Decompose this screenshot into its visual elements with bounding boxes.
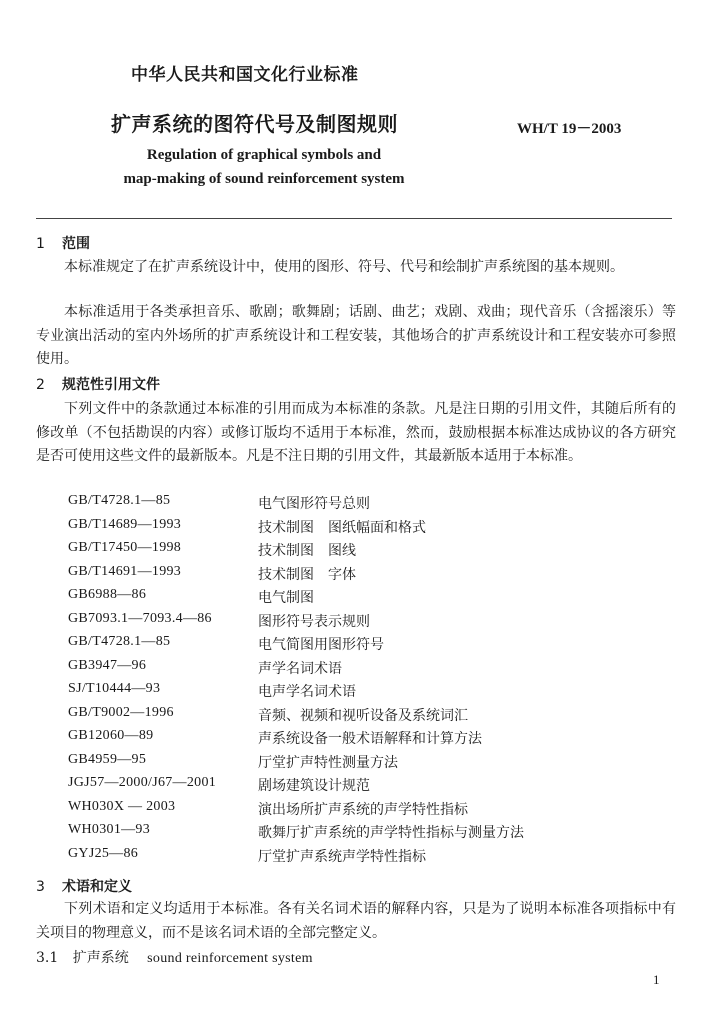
section-title: 术语和定义 xyxy=(62,879,132,895)
section-title: 规范性引用文件 xyxy=(62,377,160,393)
section-title: 范围 xyxy=(62,236,90,252)
reference-title: 厅堂扩声特性测量方法 xyxy=(258,754,398,771)
reference-code: GB6988—86 xyxy=(68,587,147,602)
section-3-heading xyxy=(36,876,132,896)
reference-code: GB3947—96 xyxy=(68,657,147,673)
reference-title: 图形符号表示规则 xyxy=(258,613,370,630)
term-english: sound reinforcement system xyxy=(147,951,313,966)
section-1-paragraph-1: 本标准规定了在扩声系统设计中，使用的图形、符号、代号和绘制扩声系统图的基本规则。 xyxy=(64,259,624,275)
reference-title: 厅堂扩声系统声学特性指标 xyxy=(258,848,426,865)
reference-code: GB/T17450—1998 xyxy=(68,540,182,555)
reference-code: GB/T14689—1993 xyxy=(68,516,182,532)
reference-title: 技术制图 字体 xyxy=(258,566,356,583)
reference-title: 电气简图用图形符号 xyxy=(258,637,384,653)
reference-code: JGJ57—2000/J67—2001 xyxy=(68,775,217,790)
section-1-paragraph-2: 本标准适用于各类承担音乐、歌剧；歌舞剧；话剧、曲艺；戏剧、戏曲；现代音乐（含摇滚乐）等专业演出活动的室内外场所的扩声系统设计和工程安装，其他场合的扩声系统设计和工程安装亦可参照使用。 xyxy=(36,304,676,367)
reference-code: WH030X — 2003 xyxy=(68,798,176,814)
english-title-line-2: map-making of sound reinforcement system xyxy=(123,171,405,187)
section-number: 1 xyxy=(36,236,45,252)
reference-code: GB/T9002—1996 xyxy=(68,704,174,720)
page-number: 1 xyxy=(653,972,660,987)
reference-title: 演出场所扩声系统的声学特性指标 xyxy=(258,801,468,818)
reference-title: 技术制图 图纸幅面和格式 xyxy=(258,519,426,536)
standard-code: WH/T 19－2003 xyxy=(517,121,622,137)
section-2-heading xyxy=(36,374,160,394)
reference-title: 音频、视频和视听设备及系统词汇 xyxy=(258,707,468,724)
term-number: 3.1 xyxy=(36,950,59,966)
reference-title: 电气图形符号总则 xyxy=(258,496,370,512)
section-3-paragraph-1: 下列术语和定义均适用于本标准。各有关名词术语的解释内容，只是为了说明本标准各项指标中有关项目的物理意义，而不是该名词术语的全部完整定义。 xyxy=(36,901,676,941)
term-chinese: 扩声系统 xyxy=(72,950,129,966)
reference-code: GB4959—95 xyxy=(68,751,147,767)
header-divider xyxy=(36,218,672,219)
reference-code: GYJ25—86 xyxy=(68,845,139,861)
reference-code: GB/T14691—1993 xyxy=(68,563,182,579)
reference-title: 电气制图 xyxy=(258,590,314,606)
reference-code: GB12060—89 xyxy=(68,728,154,743)
reference-code: SJ/T10444—93 xyxy=(68,681,161,696)
section-number: 3 xyxy=(36,879,45,895)
reference-code: GB/T4728.1—85 xyxy=(68,493,171,508)
reference-title: 剧场建筑设计规范 xyxy=(258,778,370,794)
standard-title: 扩声系统的图符代号及制图规则 xyxy=(111,112,398,136)
section-1-heading xyxy=(36,233,90,253)
section-number: 2 xyxy=(36,377,45,393)
issuing-organization: 中华人民共和国文化行业标准 xyxy=(131,65,359,85)
reference-title: 电声学名词术语 xyxy=(258,684,356,700)
reference-code: WH0301—93 xyxy=(68,822,151,837)
section-2-paragraph-1: 下列文件中的条款通过本标准的引用而成为本标准的条款。凡是注日期的引用文件，其随后所有的修改单（不包括勘误的内容）或修订版均不适用于本标准，然而，鼓励根据本标准达成协议的各方研究是否可使用这些文件的最新版本。凡是不注日期的引用文件，其最新版本适用于本标准。 xyxy=(36,401,676,464)
term-3-1 xyxy=(36,947,313,967)
reference-title: 声学名词术语 xyxy=(258,660,342,677)
reference-title: 歌舞厅扩声系统的声学特性指标与测量方法 xyxy=(258,825,524,841)
reference-code: GB/T4728.1—85 xyxy=(68,634,171,649)
reference-title: 技术制图 图线 xyxy=(258,543,356,559)
english-title-line-1: Regulation of graphical symbols and xyxy=(146,147,382,163)
reference-title: 声系统设备一般术语解释和计算方法 xyxy=(258,731,482,747)
reference-code: GB7093.1—7093.4—86 xyxy=(68,610,212,626)
